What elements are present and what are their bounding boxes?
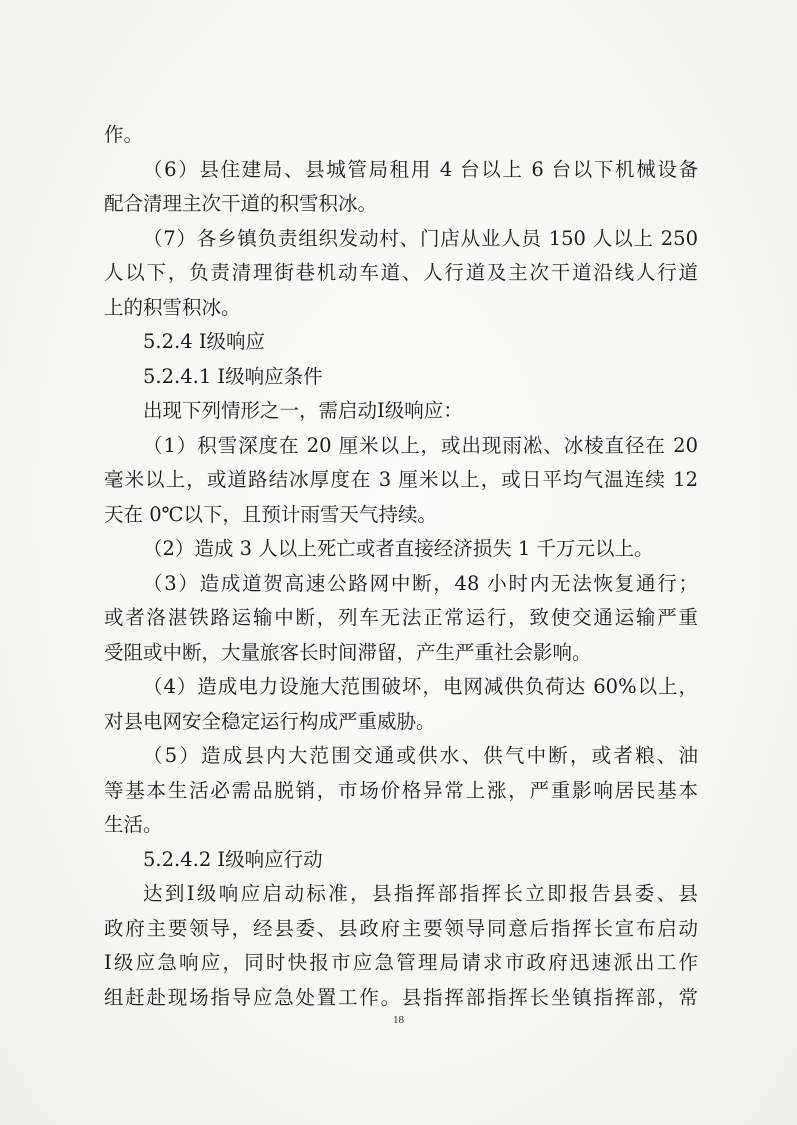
text-line: 等基本生活必需品脱销，市场价格异常上涨，严重影响居民基本 [104, 778, 698, 802]
text-line: （3）造成道贺高速公路网中断，48 小时内无法恢复通行； [143, 571, 698, 595]
page-number: 18 [393, 1014, 404, 1026]
text-line: 天在 0℃以下，且预计雨雪天气持续。 [104, 502, 437, 526]
section-heading: 5.2.4.1 Ⅰ级响应条件 [143, 364, 323, 388]
text-line: 生活。 [104, 813, 163, 836]
text-line: 上的积雪积冰。 [104, 295, 241, 319]
text-line: （7）各乡镇负责组织发动村、门店从业人员 150 人以上 250 [143, 226, 698, 250]
text-line: 或者洛湛铁路运输中断，列车无法正常运行，致使交通运输严重 [104, 606, 698, 629]
text-line: 人以下，负责清理街巷机动车道、人行道及主次干道沿线人行道 [104, 261, 698, 284]
text-line: 达到Ⅰ级响应启动标准，县指挥部指挥长立即报告县委、县 [143, 882, 698, 905]
text-line: （6）县住建局、县城管局租用 4 台以上 6 台以下机械设备 [143, 157, 698, 181]
text-line: （2）造成 3 人以上死亡或者直接经济损失 1 千万元以上。 [143, 537, 654, 560]
text-line: 政府主要领导，经县委、县政府主要领导同意后指挥长宣布启动 [104, 916, 698, 940]
text-line: 毫米以上，或道路结冰厚度在 3 厘米以上，或日平均气温连续 12 [104, 468, 698, 491]
text-line: 组赶赴现场指导应急处置工作。县指挥部指挥长坐镇指挥部，常 [104, 985, 698, 1009]
text-line: Ⅰ级应急响应，同时快报市应急管理局请求市政府迅速派出工作 [104, 951, 698, 974]
text-line: 对县电网安全稳定运行构成严重威胁。 [104, 709, 436, 733]
section-heading: 5.2.4 Ⅰ级响应 [143, 330, 266, 353]
document-body [104, 118, 698, 1015]
text-line: （5）造成县内大范围交通或供水、供气中断，或者粮、油 [143, 744, 698, 767]
text-line: 出现下列情形之一，需启动Ⅰ级响应： [143, 399, 463, 422]
text-line: 受阻或中断，大量旅客长时间滞留，产生严重社会影响。 [104, 640, 592, 664]
text-line: 作。 [104, 123, 144, 146]
text-line: （4）造成电力设施大范围破坏，电网减供负荷达 60%以上， [143, 675, 698, 698]
text-line: （1）积雪深度在 20 厘米以上，或出现雨凇、冰棱直径在 20 [143, 433, 698, 457]
section-heading: 5.2.4.2 Ⅰ级响应行动 [143, 847, 323, 871]
text-line: 配合清理主次干道的积雪积冰。 [104, 192, 378, 215]
